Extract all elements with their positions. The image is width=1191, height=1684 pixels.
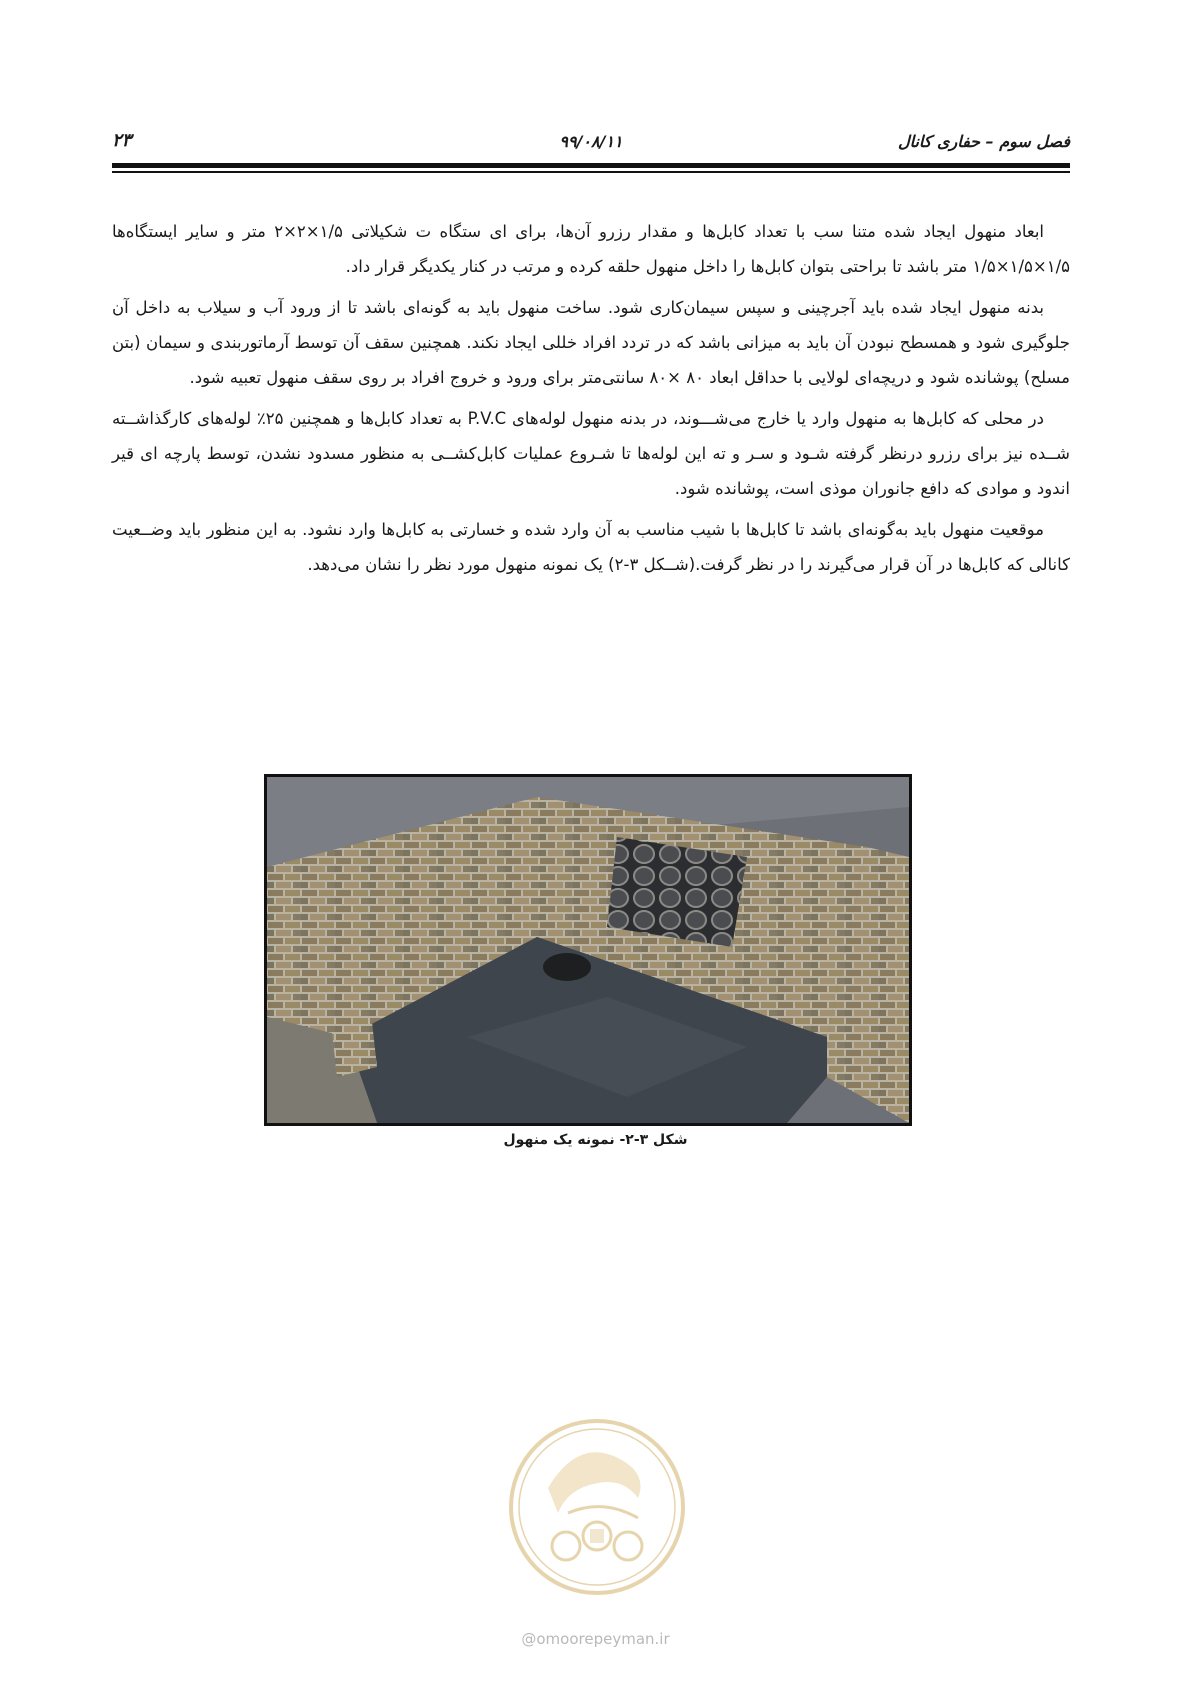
header-rule-thin <box>112 171 1070 173</box>
manhole-photo <box>264 774 912 1126</box>
watermark-logo <box>508 1418 686 1596</box>
page-number: ۲۳ <box>112 130 132 151</box>
body-text <box>112 214 1070 588</box>
header-date: ۹۹/۰۸/۱۱ <box>559 132 623 151</box>
figure-caption: شکل ۳-۲- نمونه یک منهول <box>503 1132 688 1148</box>
paragraph-location: موقعیت منهول باید به‌گونه‌ای باشد تا کابل‌ها با شیب مناسب به آن وارد شده و خسارتی به کابل‌ها وارد نشود. به این منظور باید وضــعیت کانالی که کابل‌ها در آن قرار می‌گیرند را در نظر گرفت.(شــکل ۳-۲) یک نمونه منهول مورد نظر را نشان می‌دهد. <box>112 520 1070 574</box>
paragraph-construction: بدنه منهول ایجاد شده باید آجرچینی و سپس سیمان‌کاری شود. ساخت منهول باید به گونه‌ای باشد تا از ورود آب و سیلاب به داخل آن جلوگیری شود و همسطح نبودن آن باید به میزانی باشد که در تردد افراد خللی ایجاد نکند. همچنین سقف آن توسط آرماتوربندی و سیمان (بتن مسلح) پوشانده شود و دریچه‌ای لولایی با حداقل ابعاد ۸۰ ×۸۰ سانتی‌متر برای ورود و خروج افراد بر روی سقف منهول تعبیه شود. <box>112 298 1070 387</box>
paragraph-pvc-pipes: در محلی که کابل‌ها به منهول وارد یا خارج می‌شـــوند، در بدنه منهول لوله‌های P.V.C به تعداد کابل‌ها و همچنین ۲۵٪ لوله‌های کارگذاشــته شــده نیز برای رزرو درنظر گرفته شـود و سـر و ته این لوله‌ها تا شـروع عملیات کابل‌کشــی به منظور مسدود نشدن، توسط پارچه ای قیر اندود و موادی که دافع جانوران موذی است، پوشانده شود. <box>112 409 1070 498</box>
page-header <box>112 128 1070 158</box>
chapter-title: فصل سوم – حفاری کانال <box>897 132 1070 151</box>
paragraph-dimensions: ابعاد منهول ایجاد شده متنا سب با تعداد کابل‌ها و مقدار رزرو آن‌ها، برای ای ستگاه ت شکیلاتی ۱/۵×۲×۲ متر و سایر ایستگاه‌ها ۱/۵×۱/۵×۱/۵ متر باشد تا براحتی بتوان کابل‌ها را داخل منهول حلقه کرده و مرتب در کنار یکدیگر قرار داد. <box>112 222 1070 276</box>
watermark-site: @omoorepeyman.ir <box>521 1630 670 1648</box>
header-rule-thick <box>112 163 1070 168</box>
